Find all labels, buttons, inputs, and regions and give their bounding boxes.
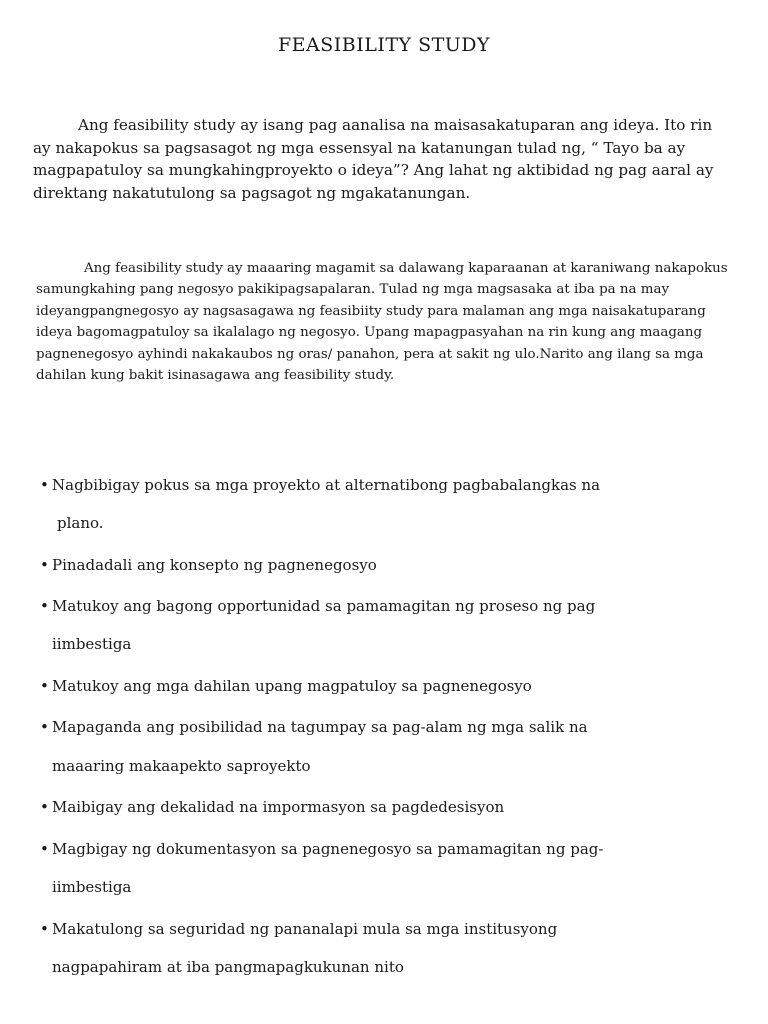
list-item-text: Matukoy ang bagong opportunidad sa pamamagitan ng proseso ng pag [52,597,596,615]
list-item [40,839,720,859]
list-item-text: Magbigay ng dokumentasyon sa pagnenegosyo sa pamamagitan ng pag- [52,840,604,858]
bullet-icon: • [40,677,49,695]
list-item-text: Maibigay ang dekalidad na impormasyon sa pagdedesisyon [52,798,505,816]
list-item-continuation: plano. [57,514,104,532]
list-item-text: Nagbibigay pokus sa mga proyekto at alternatibong pagbabalangkas na [52,476,601,494]
list-item-continuation: maaaring makaapekto saproyekto [52,757,311,775]
list-item-continuation: iimbestiga [52,635,132,653]
bullet-icon: • [40,798,49,816]
paragraph-2: Ang feasibility study ay maaaring magamit sa dalawang kaparaanan at karaniwang nakapokus samungkahing pang negosyo pakikipagsapalaran. Tulad ng mga magsasaka at iba pa na may ideyangpangnegosyo ay nagsasagawa ng feasibiity study para malaman ang mga naisakatuparang ideya bagomagpatuloy sa ikalalago ng negosyo. Upang mapagpasyahan na rin kung ang maagang pagnenegosyo ayhindi nakakaubos ng oras/ panahon, pera at sakit ng ulo.Narito ang ilang sa mga dahilan kung bakit isinasagawa ang feasibility study. [36,261,728,384]
list-item [40,475,720,495]
bullet-icon: • [40,556,49,574]
bullet-icon: • [40,597,49,615]
list-item-text: Mapaganda ang posibilidad na tagumpay sa pag-alam ng mga salik na [52,718,588,736]
page-title: FEASIBILITY STUDY [277,34,491,56]
paragraph-1: Ang feasibility study ay isang pag aanalisa na maisasakatuparan ang ideya. Ito rin ay nakapokus sa pagsasagot ng mga essensyal na katanungan tulad ng, “ Tayo ba ay magpapatuloy sa mungkahingproyekto o ideya”? Ang lahat ng aktibidad ng pag aaral ay direktang nakatutulong sa pagsagot ng mgakatanungan. [33,116,714,203]
list-item [40,919,720,939]
bullet-icon: • [40,476,49,494]
list-item-text: Makatulong sa seguridad ng pananalapi mula sa mga institusyong [52,920,558,938]
list-item-text: Matukoy ang mga dahilan upang magpatuloy sa pagnenegosyo [52,677,532,695]
list-item-continuation: nagpapahiram at iba pangmapagkukunan nito [52,958,404,976]
bullet-icon: • [40,840,49,858]
list-item-continuation: iimbestiga [52,878,132,896]
bullet-icon: • [40,718,49,736]
list-item-text: Pinadadali ang konsepto ng pagnenegosyo [52,556,377,574]
list-item [40,797,720,817]
list-item [40,717,720,737]
list-item [40,596,720,616]
bullet-icon: • [40,920,49,938]
list-item [40,676,720,696]
list-item [40,555,720,575]
